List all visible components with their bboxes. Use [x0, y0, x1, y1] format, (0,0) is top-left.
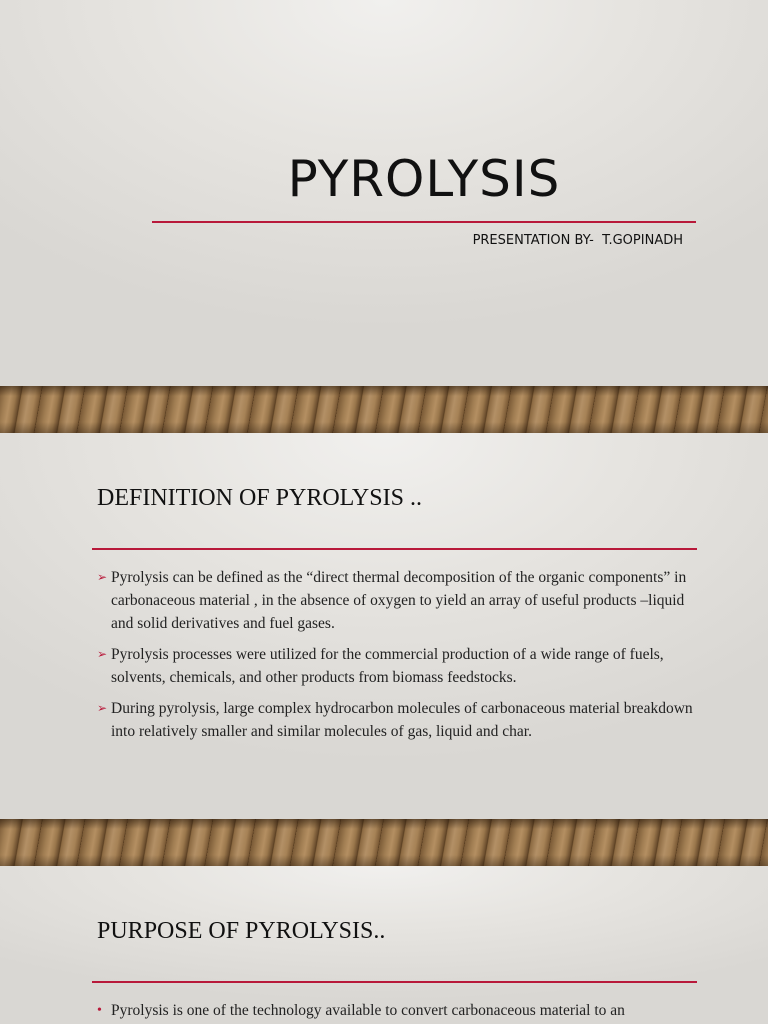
list-item [97, 566, 697, 635]
heading-divider [92, 548, 697, 550]
bullet-text: Pyrolysis processes were utilized for the commercial production of a wide range of fuels, solvents, chemicals, and other products from biomass feedstocks. [111, 646, 664, 686]
slide-title [0, 0, 768, 386]
presentation-subtitle: PRESENTATION BY- T.GOPINADH [472, 233, 683, 248]
heading-divider [92, 981, 697, 983]
bullet-text: Pyrolysis is one of the technology available to convert carbonaceous material to an [111, 1002, 625, 1019]
list-item [97, 999, 697, 1022]
presentation-title: PYROLYSIS [287, 150, 561, 208]
bullet-text: During pyrolysis, large complex hydrocarbon molecules of carbonaceous material breakdown into relatively smaller and similar molecules of gas, liquid and char. [111, 700, 693, 740]
dot-bullet-icon: • [97, 1003, 102, 1018]
arrow-bullet-icon: ➢ [97, 701, 108, 715]
slide-definition [0, 433, 768, 819]
wood-floor-band [0, 819, 768, 866]
slide-heading: PURPOSE OF PYROLYSIS.. [97, 918, 386, 944]
wood-floor-band [0, 386, 768, 433]
slide-purpose [0, 866, 768, 1024]
title-divider [152, 221, 696, 223]
slide-heading: DEFINITION OF PYROLYSIS .. [97, 485, 422, 511]
list-item [97, 643, 697, 689]
arrow-bullet-icon: ➢ [97, 570, 108, 584]
bullet-text: Pyrolysis can be defined as the “direct thermal decomposition of the organic components” in carbonaceous material , in the absence of oxygen to yield an array of useful products –liquid and solid derivatives and fuel gases. [111, 569, 687, 632]
list-item [97, 697, 697, 743]
bullet-list [97, 566, 697, 751]
bullet-list [97, 999, 697, 1024]
arrow-bullet-icon: ➢ [97, 647, 108, 661]
